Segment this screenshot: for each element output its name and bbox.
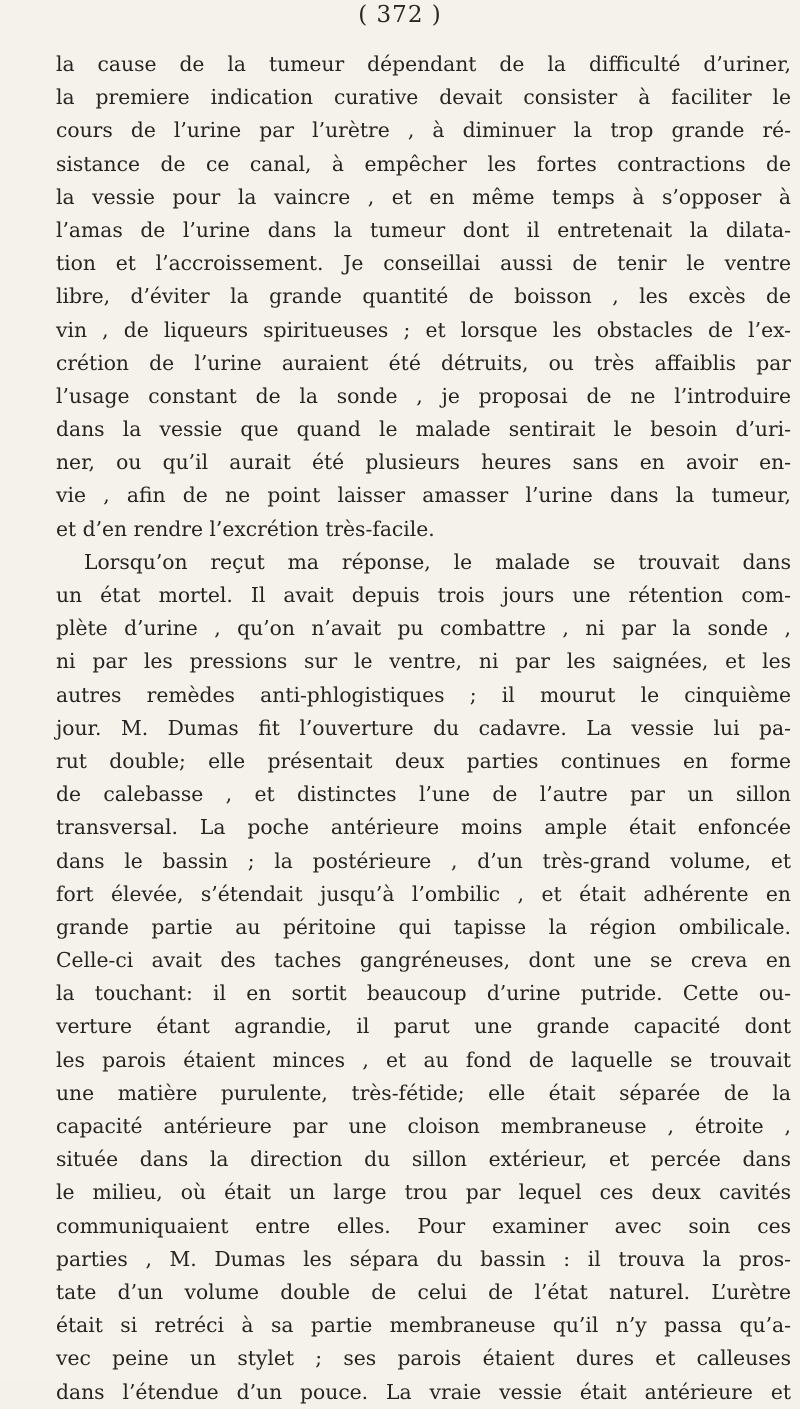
text-line: de calebasse , et distinctes l’une de l’autre par un sillon: [56, 782, 791, 807]
text-line: située dans la direction du sillon extérieur, et percée dans: [56, 1147, 791, 1172]
text-line: grande partie au péritoine qui tapisse la région ombilicale.: [56, 914, 791, 939]
text-line: dans la vessie que quand le malade sentirait le besoin d’uri-: [56, 417, 791, 442]
text-line: l’amas de l’urine dans la tumeur dont il entretenait la dilata-: [56, 217, 791, 242]
text-line: communiquaient entre elles. Pour examiner avec soin ces: [56, 1213, 791, 1238]
page-number: ( 372 ): [358, 2, 442, 28]
text-line: capacité antérieure par une cloison membraneuse , étroite ,: [56, 1114, 791, 1138]
text-line: et d’en rendre l’excrétion très-facile.: [56, 516, 435, 541]
text-line: vie , afin de ne point laisser amasser l’urine dans la tumeur,: [56, 483, 791, 508]
text-line: crétion de l’urine auraient été détruits, ou très affaiblis par: [56, 350, 791, 375]
text-line: sistance de ce canal, à empêcher les fortes contractions de: [56, 151, 791, 176]
text-line: la cause de la tumeur dépendant de la difficulté d’uriner,: [56, 52, 791, 76]
text-line: tate d’un volume double de celui de l’état naturel. L’urètre: [56, 1279, 791, 1304]
text-line: libre, d’éviter la grande quantité de boisson , les excès de: [56, 284, 791, 309]
text-line: dans le bassin ; la postérieure , d’un très-grand volume, et: [56, 848, 791, 873]
text-line: plète d’urine , qu’on n’avait pu combattre , ni par la sonde ,: [56, 616, 791, 641]
text-line: Celle-ci avait des taches gangréneuses, dont une se creva en: [56, 948, 791, 973]
text-line: transversal. La poche antérieure moins ample était enfoncée: [56, 815, 791, 840]
text-line: vec peine un stylet ; ses parois étaient dures et calleuses: [56, 1346, 791, 1371]
text-line: les parois étaient minces , et au fond de laquelle se trouvait: [56, 1047, 791, 1072]
text-line: la vessie pour la vaincre , et en même temps à s’opposer à: [56, 184, 791, 209]
text-line: autres remèdes anti-phlogistiques ; il mourut le cinquième: [56, 682, 791, 707]
text-line: la premiere indication curative devait consister à faciliter le: [56, 85, 791, 110]
text-line: verture étant agrandie, il parut une grande capacité dont: [56, 1014, 791, 1039]
text-line: un état mortel. Il avait depuis trois jours une rétention com-: [56, 583, 791, 607]
text-line: tion et l’accroissement. Je conseillai aussi de tenir le ventre: [56, 251, 791, 276]
text-line: cours de l’urine par l’urètre , à diminuer la trop grande ré-: [56, 118, 791, 143]
text-line: ni par les pressions sur le ventre, ni par les saignées, et les: [56, 649, 791, 674]
text-line: dans l’étendue d’un pouce. La vraie vessie était antérieure et: [56, 1379, 791, 1404]
text-line: ner, ou qu’il aurait été plusieurs heures sans en avoir en-: [56, 450, 791, 475]
text-line: parties , M. Dumas les sépara du bassin : il trouva la pros-: [56, 1246, 791, 1271]
text-line: était si retréci à sa partie membraneuse qu’il n’y passa qu’a-: [56, 1313, 791, 1338]
text-line: Lorsqu’on reçut ma réponse, le malade se trouvait dans: [84, 549, 791, 574]
body-text: [56, 48, 791, 1409]
text-line: vin , de liqueurs spiritueuses ; et lorsque les obstacles de l’ex-: [56, 317, 791, 342]
text-line: le milieu, où était un large trou par lequel ces deux cavités: [56, 1180, 791, 1205]
text-line: une matière purulente, très-fétide; elle était séparée de la: [56, 1080, 791, 1105]
text-line: la touchant: il en sortit beaucoup d’urine putride. Cette ou-: [56, 981, 791, 1006]
text-line: rut double; elle présentait deux parties continues en forme: [56, 748, 791, 773]
text-line: jour. M. Dumas fit l’ouverture du cadavre. La vessie lui pa-: [56, 715, 791, 740]
text-line: l’usage constant de la sonde , je proposai de ne l’introduire: [56, 383, 791, 408]
text-line: fort élevée, s’étendait jusqu’à l’ombilic , et était adhérente en: [56, 881, 791, 906]
